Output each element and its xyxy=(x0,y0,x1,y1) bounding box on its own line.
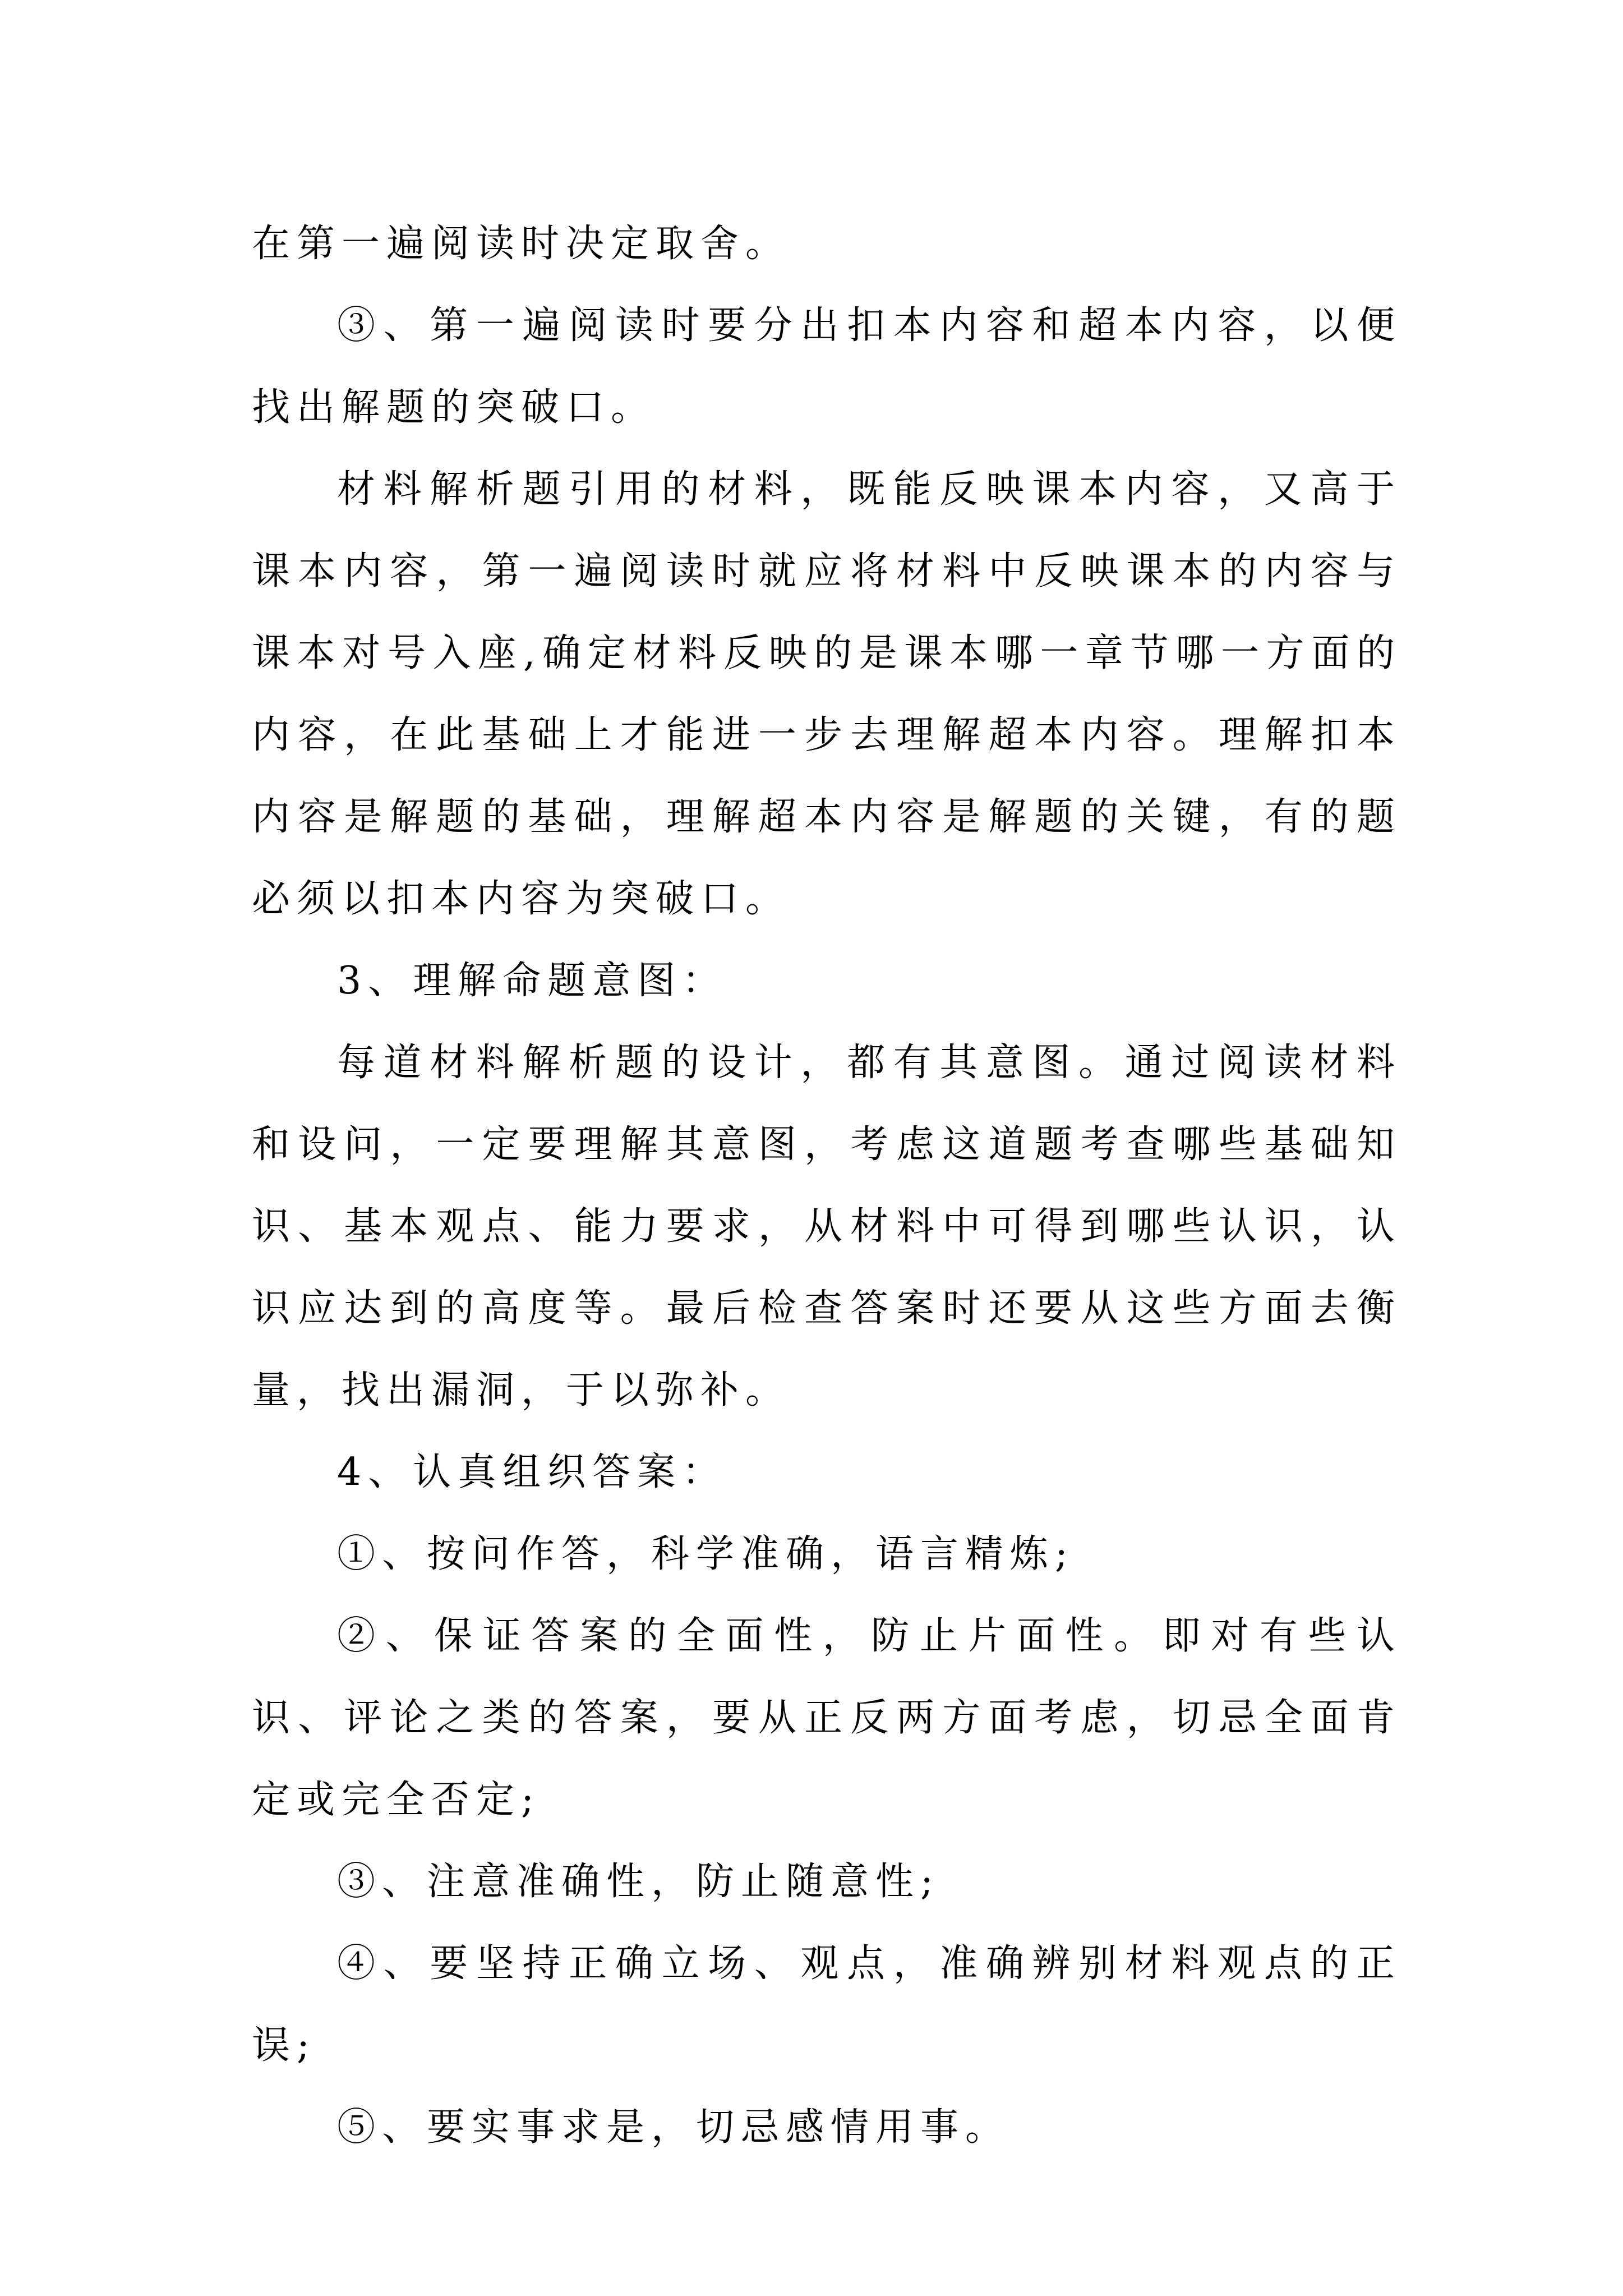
paragraph-3: 材料解析题引用的材料，既能反映课本内容，又高于课本内容，第一遍阅读时就应将材料中反映课本的内容与课本对号入座,确定材料反映的是课本哪一章节哪一方面的内容，在此基础上才能进一步去理解超本内容。理解扣本内容是解题的基础，理解超本内容是解题的关键，有的题必须以扣本内容为突破口。 xyxy=(252,467,1401,921)
paragraph-5: 每道材料解析题的设计，都有其意图。通过阅读材料和设问，一定要理解其意图，考虑这道题考查哪些基础知识、基本观点、能力要求，从材料中可得到哪些认识，认识应达到的高度等。最后检查答案时还要从这些方面去衡量，找出漏洞，于以弥补。 xyxy=(252,1041,1401,1412)
paragraph-4-heading: 3、理解命题意图： xyxy=(337,959,727,1003)
paragraph-10: ④、要坚持正确立场、观点，准确辨别材料观点的正误; xyxy=(252,1941,1401,2068)
paragraph-8: ②、保证答案的全面性，防止片面性。即对有些认识、评论之类的答案，要从正反两方面考虑，切忌全面肯定或完全否定; xyxy=(252,1614,1401,1822)
paragraph-7: ①、按问作答，科学准确，语言精炼; xyxy=(337,1532,1075,1576)
document-page xyxy=(252,0,1401,2296)
paragraph-1: 在第一遍阅读时决定取舍。 xyxy=(252,222,791,266)
paragraph-11: ⑤、要实事求是，切忌感情用事。 xyxy=(337,2105,1011,2150)
paragraph-9: ③、注意准确性，防止随意性; xyxy=(337,1860,940,1904)
paragraph-6-heading: 4、认真组织答案： xyxy=(337,1450,727,1494)
paragraph-2: ③、第一遍阅读时要分出扣本内容和超本内容，以便找出解题的突破口。 xyxy=(252,303,1401,430)
